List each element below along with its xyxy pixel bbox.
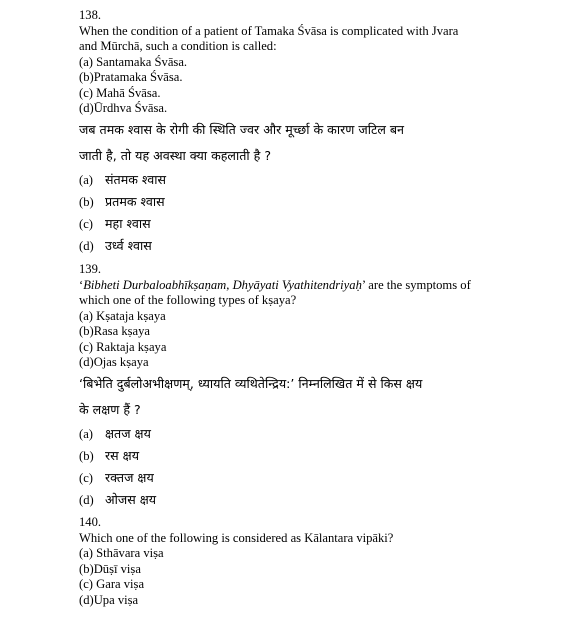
option-c <box>79 577 519 593</box>
question-stem-en <box>79 531 519 547</box>
option-label: (c) <box>79 339 93 354</box>
quote-mark: ‘ <box>79 277 84 292</box>
stem-line: When the condition of a patient of Tamaka Śvāsa is complicated with Jvara <box>79 23 459 38</box>
option-text: Kṣataja kṣaya <box>96 308 166 323</box>
option-text: Rasa kṣaya <box>93 324 150 338</box>
option-text: महा श्वास <box>105 215 151 231</box>
stem-line: Which one of the following is considered as Kālantara vipāki? <box>79 530 394 545</box>
option-label: (a) <box>79 546 93 560</box>
sanskrit-quote: Bibheti Durbaloabhīkṣaṇam, Dhyāyati Vyathitendriyaḥ <box>83 277 362 292</box>
question-number: 139. <box>79 262 102 276</box>
option-text: Pratamaka Śvāsa. <box>93 70 183 84</box>
option-text: रस क्षय <box>105 447 140 463</box>
option-text: Raktaja kṣaya <box>96 339 167 354</box>
option-c <box>79 213 519 235</box>
option-label: (c) <box>79 216 93 231</box>
option-text: ओजस क्षय <box>105 491 157 507</box>
option-text: Upa viṣa <box>93 592 139 607</box>
option-a <box>79 309 519 325</box>
option-text: Dūṣī viṣa <box>93 561 141 576</box>
option-label: (d) <box>79 355 94 369</box>
option-label: (c) <box>79 577 93 591</box>
stem-line: and Mūrchā, such a condition is called: <box>79 39 277 53</box>
options-en <box>79 309 519 371</box>
stem-line: ‘बिभेति दुर्बलोअभीक्षणम्, ध्यायति व्यथितेन्द्रिय:’ निम्नलिखित में से किस क्षय <box>79 375 423 391</box>
option-text: क्षतज क्षय <box>105 425 151 441</box>
option-label: (d) <box>79 592 94 607</box>
stem-line: जब तमक श्वास के रोगी की स्थिति ज्वर और मूर्च्छा के कारण जटिल बन <box>79 121 405 137</box>
option-label: (d) <box>79 492 94 507</box>
option-text: Mahā Śvāsa. <box>96 85 161 100</box>
question-138 <box>79 8 519 257</box>
option-a <box>79 423 519 445</box>
option-d <box>79 235 519 257</box>
option-text: Santamaka Śvāsa. <box>96 54 188 69</box>
option-label: (c) <box>79 85 93 100</box>
option-text: रक्तज क्षय <box>105 469 154 485</box>
option-label: (b) <box>79 561 94 576</box>
options-hi <box>79 423 519 511</box>
question-stem-hi <box>79 371 519 423</box>
option-text: Ūrdhva Śvāsa. <box>93 101 168 115</box>
question-stem-en <box>79 278 519 309</box>
option-label: (a) <box>79 426 93 441</box>
option-b <box>79 191 519 213</box>
option-d <box>79 355 519 371</box>
stem-text: ’ are the symptoms of <box>361 277 471 292</box>
options-en <box>79 55 519 117</box>
option-d <box>79 489 519 511</box>
option-label: (a) <box>79 54 93 69</box>
option-text: संतमक श्वास <box>105 171 167 187</box>
stem-line: जाती है, तो यह अवस्था क्या कहलाती है ? <box>79 147 272 163</box>
option-c <box>79 467 519 489</box>
option-label: (c) <box>79 470 93 485</box>
option-a <box>79 55 519 71</box>
option-b <box>79 70 519 86</box>
option-label: (b) <box>79 448 94 463</box>
stem-line: के लक्षण हैं ? <box>79 401 141 417</box>
option-label: (b) <box>79 324 94 338</box>
option-text: Gara viṣa <box>96 577 145 591</box>
options-en <box>79 546 519 608</box>
option-c <box>79 340 519 356</box>
question-number: 138. <box>79 8 102 22</box>
question-stem-hi <box>79 117 519 169</box>
option-label: (a) <box>79 308 93 323</box>
option-b <box>79 324 519 340</box>
option-text: Ojas kṣaya <box>93 355 149 369</box>
option-c <box>79 86 519 102</box>
option-b <box>79 445 519 467</box>
option-d <box>79 101 519 117</box>
option-label: (d) <box>79 101 94 115</box>
option-a <box>79 546 519 562</box>
option-b <box>79 562 519 578</box>
option-d <box>79 593 519 609</box>
option-text: उर्ध्व श्वास <box>105 237 152 253</box>
option-label: (d) <box>79 238 94 253</box>
stem-line <box>79 278 519 294</box>
options-hi <box>79 169 519 257</box>
option-a <box>79 169 519 191</box>
option-text: प्रतमक श्वास <box>105 193 165 209</box>
option-label: (a) <box>79 172 93 187</box>
question-stem-en <box>79 24 519 55</box>
option-text: Sthāvara viṣa <box>96 546 164 560</box>
stem-line: which one of the following types of kṣaya? <box>79 293 297 307</box>
question-139 <box>79 262 519 511</box>
option-label: (b) <box>79 194 94 209</box>
question-number: 140. <box>79 515 102 529</box>
option-label: (b) <box>79 70 94 84</box>
question-140 <box>79 515 519 608</box>
